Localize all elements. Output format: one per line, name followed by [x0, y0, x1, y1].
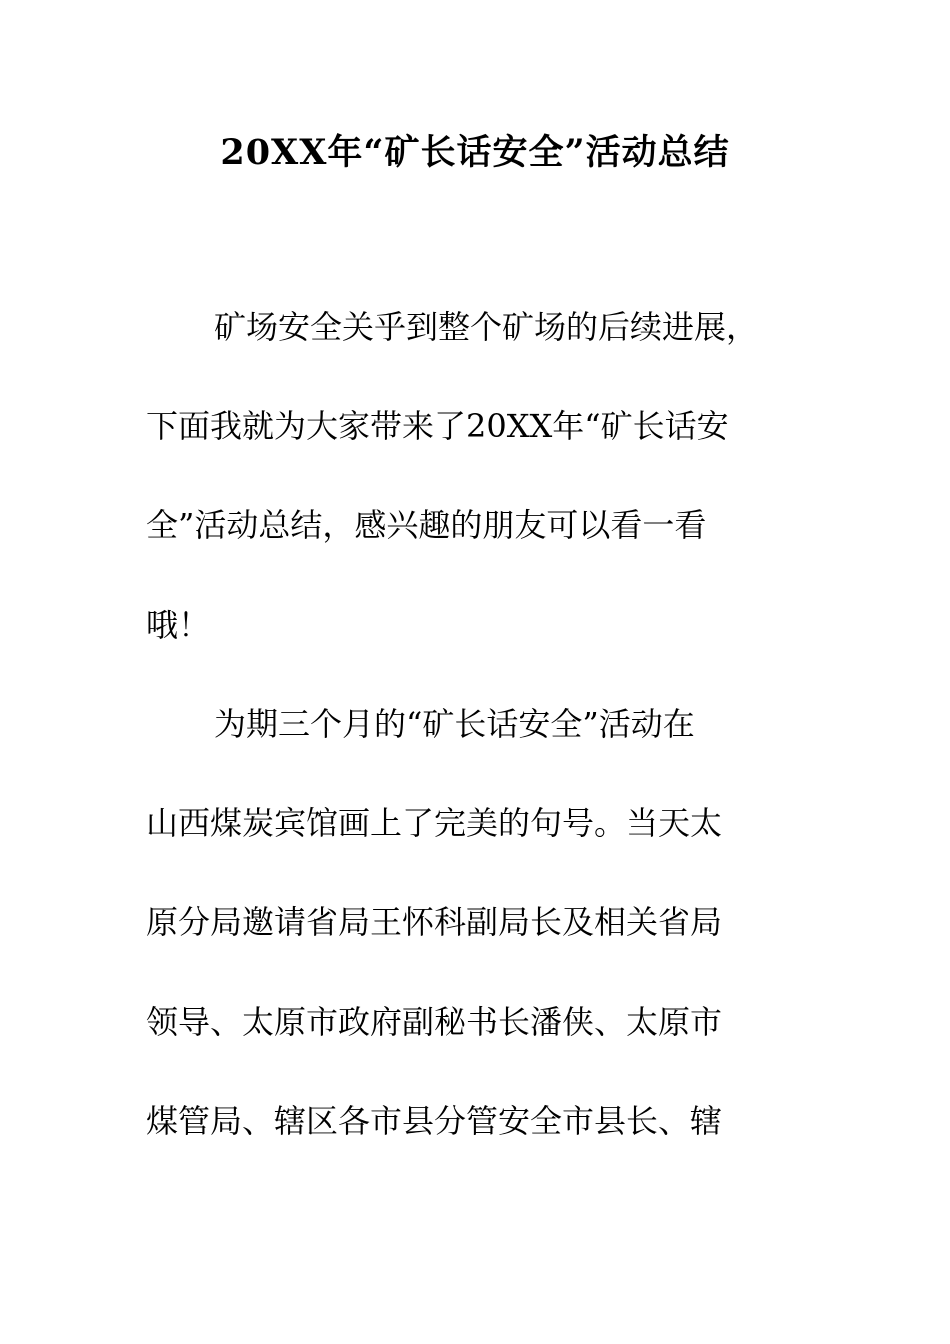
paragraph-line: 全”活动总结，感兴趣的朋友可以看一看 — [146, 506, 707, 544]
paragraph-line: 煤管局、辖区各市县分管安全市县长、辖 — [146, 1102, 723, 1140]
paragraph-line: 原分局邀请省局王怀科副局长及相关省局 — [146, 903, 723, 941]
paragraph-line: 为期三个月的“矿长话安全”活动在 — [214, 705, 695, 743]
paragraph-line: 下面我就为大家带来了20XX年“矿长话安 — [146, 407, 729, 445]
paragraph-line: 哦！ — [146, 606, 211, 644]
paragraph-line: 领导、太原市政府副秘书长潘侠、太原市 — [146, 1003, 723, 1041]
paragraph-line: 矿场安全关乎到整个矿场的后续进展， — [214, 308, 759, 346]
document-title: 20XX年“矿长话安全”活动总结 — [220, 132, 730, 173]
paragraph-line: 山西煤炭宾馆画上了完美的句号。当天太 — [146, 804, 723, 842]
